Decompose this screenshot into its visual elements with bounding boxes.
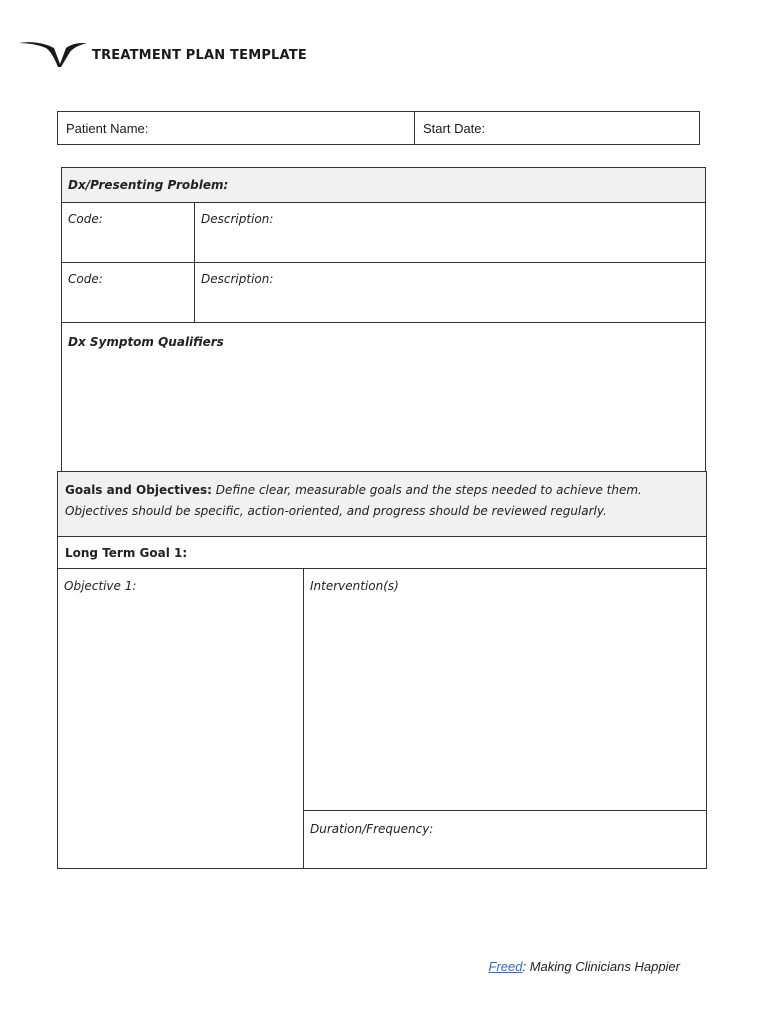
dx-description-field-1[interactable]: [195, 203, 706, 263]
interventions-field[interactable]: [304, 569, 707, 811]
dx-code-label: Code:: [68, 212, 103, 226]
freed-link[interactable]: Freed: [488, 959, 523, 974]
patient-info-table: [57, 111, 700, 145]
long-term-goal-field[interactable]: [58, 537, 707, 569]
dx-symptom-qualifiers-field[interactable]: [62, 323, 706, 479]
long-term-goal-label: Long Term Goal 1:: [65, 545, 188, 560]
dx-description-label: Description:: [201, 272, 274, 286]
duration-frequency-field[interactable]: [304, 811, 707, 869]
footer-tagline: : Making Clinicians Happier: [522, 959, 680, 974]
dx-heading: Dx/Presenting Problem:: [62, 168, 706, 203]
objective-field[interactable]: [58, 569, 304, 869]
dx-description-field-2[interactable]: [195, 263, 706, 323]
footer: [489, 959, 680, 974]
patient-name-field[interactable]: [58, 112, 415, 145]
start-date-label: Start Date:: [423, 120, 486, 136]
goals-heading: [58, 472, 707, 537]
dx-code-label: Code:: [68, 272, 103, 286]
start-date-field[interactable]: [415, 112, 700, 145]
dx-code-field-2[interactable]: [62, 263, 195, 323]
document-title: TREATMENT PLAN TEMPLATE: [92, 48, 307, 63]
patient-name-label: Patient Name:: [66, 120, 149, 136]
dx-description-label: Description:: [201, 212, 274, 226]
freed-wing-logo-icon: [18, 38, 88, 68]
goals-table: [57, 471, 707, 869]
dx-symptom-qualifiers-label: Dx Symptom Qualifiers: [68, 335, 224, 349]
goals-heading-bold: Goals and Objectives:: [65, 483, 212, 497]
duration-frequency-label: Duration/Frequency:: [310, 822, 434, 836]
objective-label: Objective 1:: [64, 579, 137, 593]
dx-code-field-1[interactable]: [62, 203, 195, 263]
goals-heading-text: Define clear, measurable goals and the steps needed to achieve them. Objectives should be specific, action-oriented, and progress should be reviewed regularly.: [65, 483, 642, 518]
interventions-label: Intervention(s): [310, 579, 399, 593]
dx-table: [61, 167, 706, 479]
